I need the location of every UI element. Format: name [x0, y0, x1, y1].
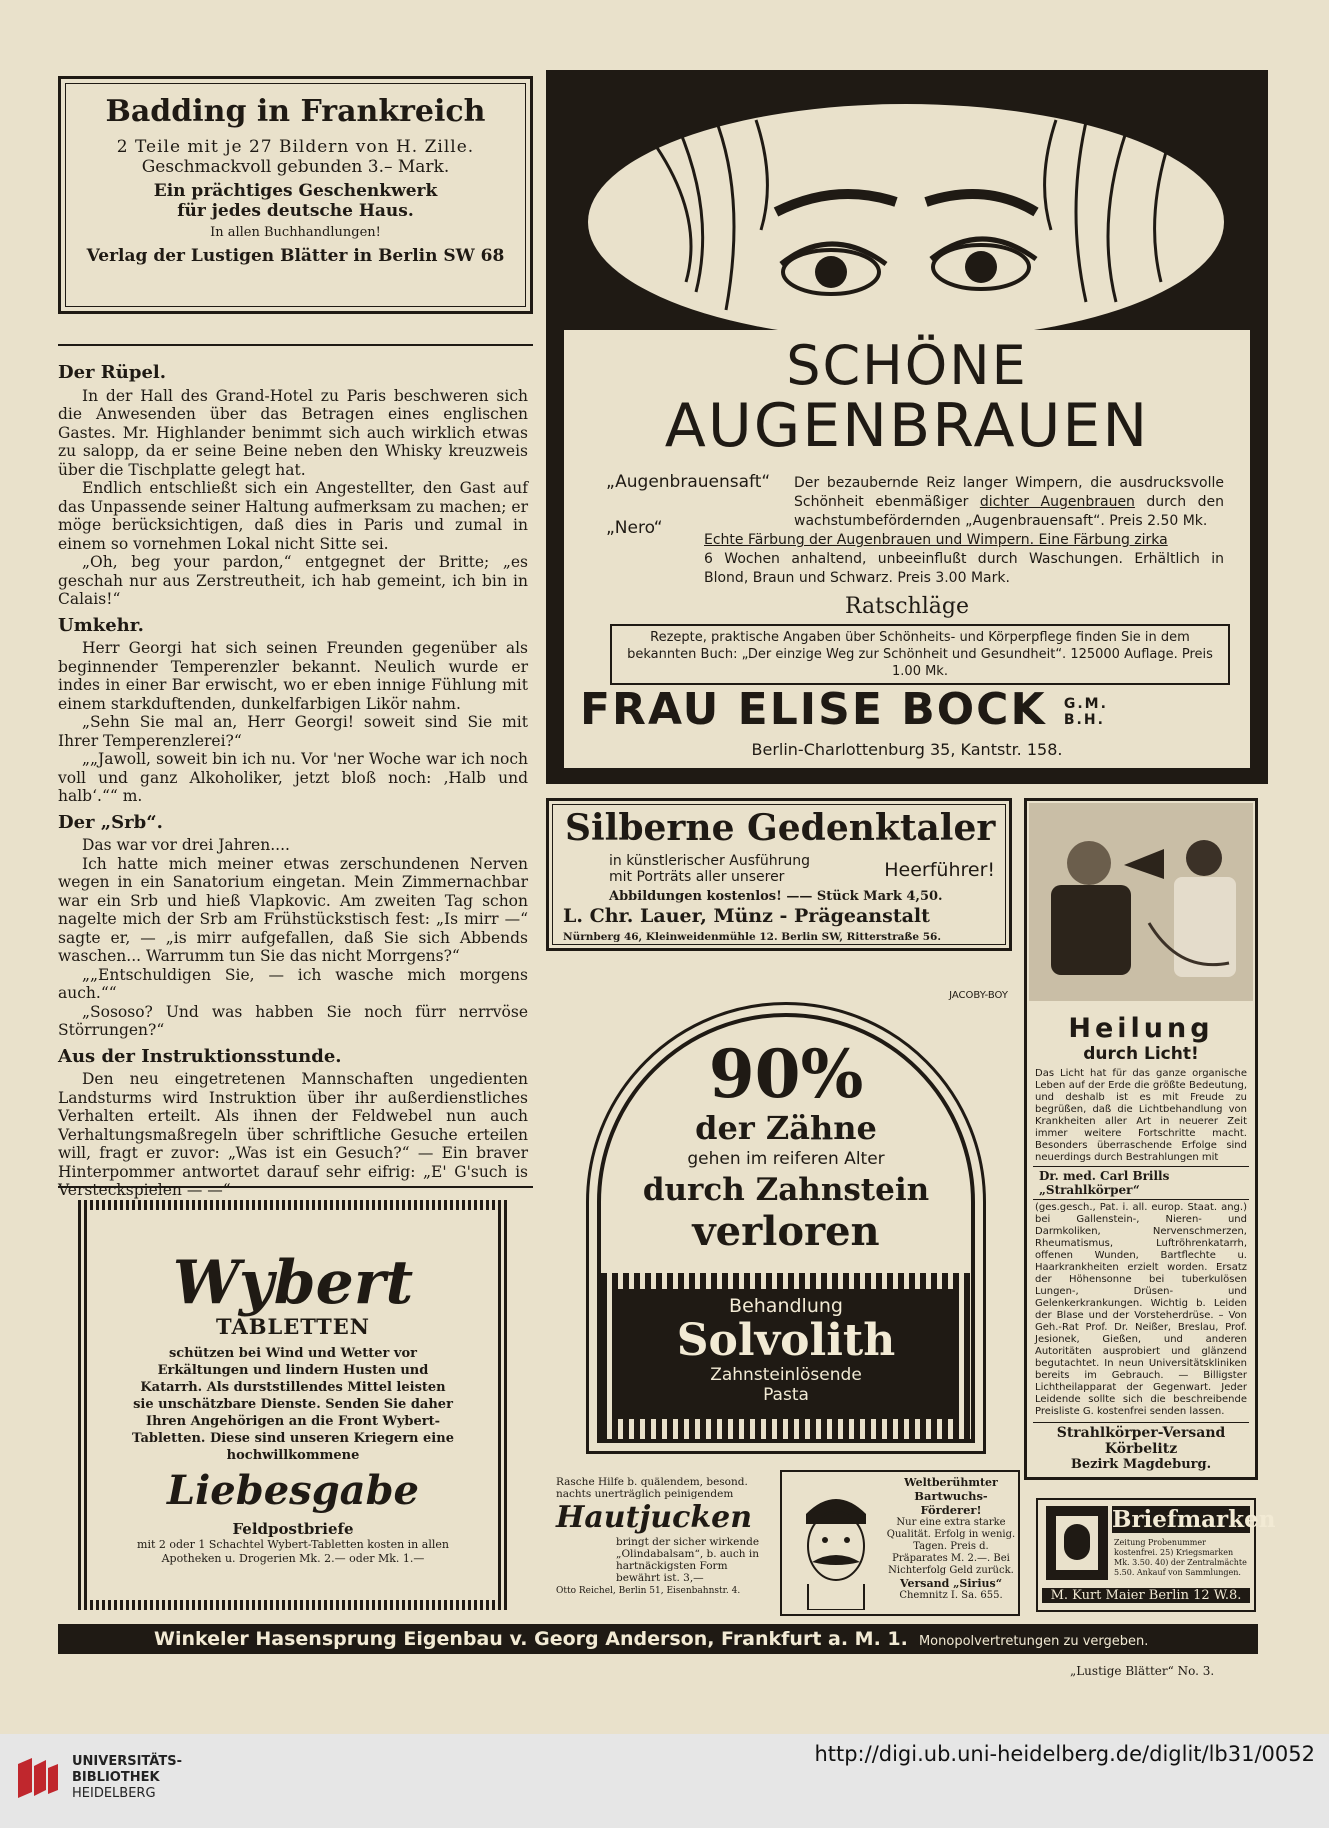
bart-city: Chemnitz I. Sa. 655. [899, 1590, 1003, 1601]
library-footer [0, 1734, 1329, 1828]
ad-badding [58, 76, 533, 314]
taler-heer: Heerführer! [884, 859, 995, 881]
library-line1: UNIVERSITÄTS- [72, 1754, 182, 1769]
licht-text1: Das Licht hat für das ganze organische Leben auf der Erde die größte Bedeutung, und deshalb ist es mit Freude zu begrüßen, daß die Lichtbehandlung von Krankheiten aller Art in neuerer Zeit immer weitere Fortschritte macht. Besonders überraschende Erfolge sind neuerdings durch Bestrahlungen mit [1035, 1068, 1247, 1163]
licht-text2: (ges.gesch., Pat. i. all. europ. Staat. ang.) bei Gallenstein-, Nieren- und Darmkoliken, Nervenschmerzen, Rheumatismus, Luftröhrenkatarrh, offenen Wunden, Bartflechte u. Haarkrankheiten erzielt worden. Ersatz der Höhensonne bei tuberkulösen Lungen-, Drüsen- und Gelenkerkrankungen. Wichtig b. Leiden der Blase und der Vorsteherdrüse. – Von Geh.-Rat Prof. Dr. Neißer, Breslau, Prof. Jesionek, Gießen, und anderen Autoritäten ausprobiert und glänzend begutachtet. In neun Universitätskliniken bereits im Gebrauch. — Billigster Lichtheilapparat der Gegenwart. Jeder Leidende sollte sich die beschreibende Preisliste G. kostenfrei senden lassen. [1035, 1202, 1247, 1417]
ad-wybert [78, 1200, 508, 1610]
solvolith-l8: Pasta [763, 1385, 809, 1405]
augen-title1: SCHÖNE [786, 334, 1028, 397]
licht-subtitle: durch Licht! [1083, 1044, 1199, 1064]
article-paragraph: Herr Georgi hat sich seinen Freunden gegenüber als beginnender Temperenzler bekannt. Neulich wurde er indes in einer Bar erwischt, wo er eben innige Fühlung mit einem starkduftenden, dunkelfarbigen Likör nahm. [58, 639, 528, 713]
ad-wybert-sub: TABLETTEN [215, 1314, 370, 1339]
bart-top: Weltberühmter [904, 1476, 998, 1489]
ad-brief [1036, 1498, 1276, 1612]
solvolith-l7: Zahnsteinlösende [710, 1365, 862, 1385]
ad-wybert-brand: Wybert [172, 1248, 414, 1318]
solvolith-panel [617, 1289, 955, 1419]
augen-firm: FRAU ELISE BOCK G.M. B.H. [580, 684, 1108, 735]
article-paragraph: Das war vor drei Jahren.... [82, 836, 290, 854]
ad-badding-line1: 2 Teile mit je 27 Bildern von H. Zille. [116, 137, 475, 157]
ad-badding-title: Badding in Frankreich [105, 94, 486, 129]
augen-product1: „Augenbrauensaft“ [606, 472, 771, 492]
solvolith-l6: Solvolith [676, 1315, 896, 1366]
licht-product: Dr. med. Carl Brills „Strahlkörper“ [1033, 1166, 1249, 1200]
column-divider [58, 1186, 533, 1188]
augen-address: Berlin-Charlottenburg 35, Kantstr. 158. [751, 740, 1063, 759]
licht-illustration [1029, 803, 1253, 1001]
article-paragraph: „„Entschuldigen Sie, — ich wasche mich morgens auch.““ [58, 965, 528, 1002]
augen-gmbh: G.M. B.H. [1063, 696, 1108, 728]
taler-line3: Abbildungen kostenlos! —— Stück Mark 4,50. [609, 889, 943, 904]
ad-wybert-feldpost: Feldpostbriefe [232, 1520, 354, 1538]
taler-address: Nürnberg 46, Kleinweidenmühle 12. Berlin SW, Ritterstraße 56. [563, 931, 941, 943]
library-line3: HEIDELBERG [72, 1786, 156, 1801]
augen-ratschlaege: Ratschläge [844, 594, 970, 619]
bart-face [788, 1484, 884, 1610]
article-paragraph: „Sososo? Und was habben Sie noch fürr nerrvöse Störrungen?“ [58, 1002, 528, 1039]
banner [58, 1624, 1258, 1654]
haut-word: Hautjucken [556, 1500, 753, 1535]
article-title: Der Rüpel. [58, 362, 166, 383]
article-title: Aus der Instruktionsstunde. [58, 1045, 342, 1067]
licht-region: Bezirk Magdeburg. [1070, 1457, 1212, 1472]
column-divider [58, 344, 533, 346]
solvolith-artist: JACOBY-BOY [949, 990, 1008, 1001]
solvolith-l4: verloren [692, 1208, 880, 1255]
library-logo-icon [14, 1754, 62, 1802]
ad-wybert-gift: Liebesgabe [166, 1467, 419, 1514]
haut-top: Rasche Hilfe b. quälendem, besond. nachts unerträglich peinigendem [556, 1476, 748, 1500]
bart-text: Nur eine extra starke Qualität. Erfolg in wenig. Tagen. Preis d. Präparates M. 2.—. Bei Nichterfolg Geld zurück. [886, 1517, 1016, 1576]
ad-badding-line6: Verlag der Lustigen Blätter in Berlin SW 68 [86, 246, 505, 266]
ad-wybert-price: mit 2 oder 1 Schachtel Wybert-Tabletten kosten in allen Apotheken u. Drogerien Mk. 2.— oder Mk. 1.— [137, 1538, 449, 1565]
banner-small: Monopolvertretungen zu vergeben. [918, 1634, 1149, 1649]
augen-text1: Der bezaubernde Reiz langer Wimpern, die ausdrucksvolle Schönheit ebenmäßiger dichter Augenbrauen durch den wachstumbefördernden „Augenbrauensaft“. Preis 2.50 Mk. [794, 475, 1225, 529]
library-url-link[interactable]: http://digi.ub.uni-heidelberg.de/diglit/lb31/0052 [814, 1742, 1315, 1766]
solvolith-l2: gehen im reiferen Alter [687, 1149, 885, 1169]
ad-haut [556, 1476, 774, 1616]
article-title: Der „Srb“. [58, 811, 163, 833]
bart-title: Bartwuchs-Förderer! [914, 1489, 988, 1517]
augen-text3: 6 Wochen anhaltend, unbeeinflußt durch Waschungen. Erhältlich in Blond, Braun und Schwarz. Preis 3.00 Mark. [704, 551, 1224, 586]
taler-line2: mit Porträts aller unserer [609, 869, 785, 885]
ad-wybert-text: schützen bei Wind und Wetter vor Erkältungen und lindern Husten und Katarrh. Als durststillendes Mittel leisten sie unschätzbare Dienste. Senden Sie daher Ihren Angehörigen an die Front Wybert-Tabletten. Diese sind unseren Kriegern eine hochwillkommene [132, 1346, 454, 1463]
article-paragraph: Endlich entschließt sich ein Angestellter, den Gast auf das Unpassende seiner Haltung aufmerksam zu machen; er möge berücksichtigen, daß dies in Paris und zumal in einem so vornehmen Lokal nicht Sitte sei. [58, 479, 528, 553]
banner-main: Winkeler Hasensprung Eigenbau v. Georg Anderson, Frankfurt a. M. 1. [154, 1628, 908, 1650]
ad-augenbrauen [546, 70, 1268, 784]
article-paragraph: Den neu eingetretenen Mannschaften ungedienten Landsturms wird Instruktion über ihr außerdienstliches Verhalten erteilt. Als ihnen der Feldwebel nun auch Verhaltungsmaßregeln über schriftliche Gesuche erteilen will, fragt er zuvor: „Was ist ein Gesuch?“ — Ein braver Hinterpommer antwortet darauf sehr eifrig: „E' G'such is Versteckspielen — —“ [58, 1070, 528, 1199]
haut-firm: Otto Reichel, Berlin 51, Eisenbahnstr. 4. [556, 1586, 741, 1596]
brief-text: Zeitung Probenummer kostenfrei. 25) Kriegsmarken Mk. 3.50. 40) der Zentralmächte 5.50. Ankauf von Sammlungen. [1114, 1538, 1247, 1577]
ad-badding-line4: für jedes deutsche Haus. [177, 201, 414, 221]
article-title: Umkehr. [58, 614, 144, 636]
augen-text2: Echte Färbung der Augenbrauen und Wimpern. Eine Färbung zirka [704, 532, 1168, 548]
article-paragraph: „Sehn Sie mal an, Herr Georgi! soweit sind Sie mit Ihrer Temperenzlerei?“ [58, 713, 528, 750]
solvolith-pct: 90% [708, 1035, 864, 1113]
article-paragraph: „Oh, beg your pardon,“ entgegnet der Britte; „es geschah nur aus Zerstreutheit, ich hab gemeint, ich bin in Calais!“ [58, 553, 528, 608]
article-paragraph: Ich hatte mich meiner etwas zerschundenen Nerven wegen in ein Sanatorium eingetan. Mein Zimmernachbar war ein Srb und hieß Vlapkovic. Am zweiten Tag schon nagelte mich der Srb am Frühstückstisch fest: „Is mirr —“ sagte er, — „is mirr aufgefallen, daß Sie sich Abbends waschen... Warrumm tun Sie das nicht Morrgens?“ [58, 854, 528, 965]
ad-solvolith [560, 962, 1008, 1462]
taler-firm: L. Chr. Lauer, Münz - Prägeanstalt [563, 905, 930, 927]
solvolith-l3: durch Zahnstein [642, 1172, 930, 1208]
issue-footer: „Lustige Blätter“ No. 3. [1070, 1664, 1215, 1678]
library-line2: BIBLIOTHEK [72, 1770, 160, 1785]
ad-bart [780, 1470, 1020, 1616]
brief-firm: M. Kurt Maier Berlin 12 W.8. [1042, 1588, 1250, 1603]
brief-stamp-icon [1046, 1506, 1108, 1580]
ad-licht [1024, 798, 1258, 1480]
articles [58, 356, 528, 1200]
bart-firm: Versand „Sirius“ [899, 1577, 1003, 1590]
augen-ratschlaege-box [610, 624, 1230, 685]
ad-badding-line3: Ein prächtiges Geschenkwerk [153, 181, 438, 201]
taler-line1: in künstlerischer Ausführung [609, 853, 811, 869]
augen-ratschlaege-text: Rezepte, praktische Angaben über Schönheits- und Körperpflege finden Sie in dem bekannten Buch: „Der einzige Weg zur Schönheit und Gesundheit“. 125000 Auflage. Preis 1.00 Mk. [627, 630, 1213, 679]
licht-firm: Strahlkörper-Versand Körbelitz [1033, 1422, 1249, 1457]
haut-text: bringt der sicher wirkende „Olindabalsam“, b. auch in hartnäckigsten Form bewährt ist. 3,— [616, 1536, 760, 1584]
brief-title: Briefmarken [1112, 1506, 1276, 1533]
licht-title: Heilung [1068, 1013, 1214, 1044]
article-paragraph: „„Jawoll, soweit bin ich nu. Vor 'ner Woche war ich noch voll und ganz Alkoholiker, jetzt bloß noch: ‚Halb und halb‘.““ m. [58, 750, 528, 805]
augen-title2: AUGENBRAUEN [664, 391, 1150, 461]
solvolith-l5: Behandlung [729, 1295, 843, 1317]
ad-taler [546, 798, 1012, 951]
article-paragraph: In der Hall des Grand-Hotel zu Paris beschweren sich die Anwesenden über das Betragen eines englischen Gastes. Mr. Highlander benimmt sich auch wirklich etwas zu salopp, da er seine Beine neben den Whisky kreuzweis über die Tischplatte gelegt hat. [58, 386, 528, 479]
ad-badding-line5: In allen Buchhandlungen! [210, 225, 381, 240]
eyes-illustration [586, 92, 1226, 352]
taler-title: Silberne Gedenktaler [565, 807, 996, 849]
solvolith-l1: der Zähne [695, 1109, 877, 1147]
augen-product2: „Nero“ [606, 518, 663, 538]
ad-badding-line2: Geschmackvoll gebunden 3.– Mark. [141, 157, 450, 177]
